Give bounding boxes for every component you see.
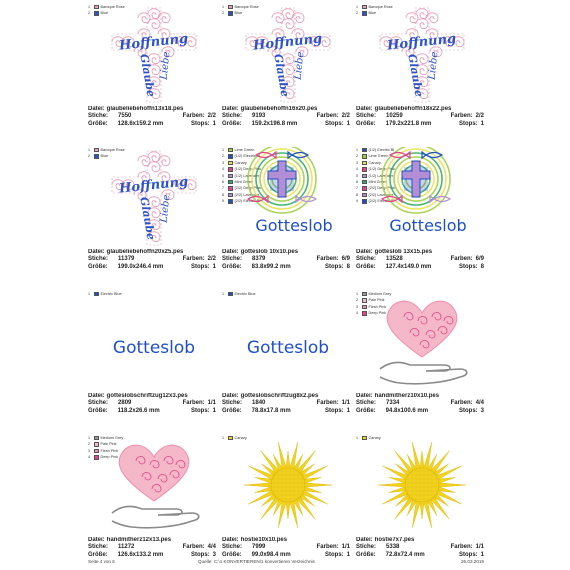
source-path: Quelle: C:\1 KONVERTIEREN\1 konvertieren Verzeichnis [198,559,315,564]
design-card [222,435,350,567]
file-name: gotteslob 10x10.pes [240,249,299,255]
swatch-name: Blue [234,11,243,16]
colors-value: 1/1 [207,400,216,407]
design-info [356,537,484,559]
colors-value: 1/1 [341,400,350,407]
file-row [88,249,216,256]
file-row [356,393,484,400]
stops-label: Stops: [458,120,478,127]
design-preview [360,435,484,537]
stitches-row [88,544,216,551]
swatch-name: Medium Grey [368,292,392,296]
gotteslob-lettering: Gotteslob [112,338,196,358]
stitches-value: 9193 [252,113,266,120]
stops-value: 1 [212,120,216,127]
design-preview [226,4,350,106]
colors-value: 4/4 [207,544,216,551]
design-card [88,291,216,423]
cross-illustration [246,8,330,102]
colors-label: Farben: [316,544,339,551]
swatch-name: Deep Pink [100,455,119,460]
stops-label: Stops: [324,263,344,270]
swatch-name: (2/2) Electric Bl [234,199,261,204]
design-preview [226,435,350,537]
swatch-name: Flesh Pink [100,448,119,453]
stitches-value: 8379 [252,256,266,263]
cross-word-left: Glaube [405,52,426,98]
swatch-number: 2 [222,154,224,159]
stops-value: 8 [480,263,484,270]
design-info [356,393,484,415]
design-info [222,393,350,415]
swatch-number: 1 [356,148,358,152]
design-preview [92,291,216,393]
design-preview [92,4,216,106]
size-value: 83.8x99.2 mm [251,263,291,270]
stitches-label: Stiche: [222,544,243,551]
cross-illustration [112,151,196,245]
stitches-value: 10259 [386,113,403,120]
swatch-number: 3 [356,160,358,165]
file-row [88,537,216,544]
colors-label: Farben: [316,400,339,407]
stitches-value: 2809 [118,400,132,407]
size-label: Größe: [88,120,108,127]
swatch-name: Blue [100,11,109,16]
stitches-value: 1840 [252,400,266,407]
stops-label: Stops: [190,407,210,414]
size-label: Größe: [356,551,376,558]
stops-label: Stops: [458,551,478,558]
cross-word-top: Hoffnung [118,174,189,197]
swatch-name: Deep Pink [368,311,387,316]
swatch-number: 9 [222,199,224,204]
design-card [88,4,216,136]
design-preview [360,291,484,393]
swatch-number: 4 [222,167,224,172]
swatch-number: 3 [222,160,224,165]
size-value: 159.2x196.8 mm [251,120,298,127]
file-name: gotteslobschriftzug12x3.pes [106,393,188,399]
stitches-label: Stiche: [356,256,377,263]
swatch-number: 2 [356,154,358,159]
colors-value: 1/1 [341,544,350,551]
stitches-label: Stiche: [88,400,109,407]
swatch-name: Baroque Rose [368,5,393,9]
stops-value: 1 [346,551,350,558]
swatch-name: Baroque Rose [100,5,125,9]
design-info [88,537,216,559]
swatch-name: (1/2) Electric Bl [368,148,395,152]
size-label: Größe: [88,551,108,558]
page-footer [88,559,484,567]
file-name: handmitherz12x13.pes [106,537,172,543]
swatch-name: (2/2) Deep Pink [234,186,261,191]
swatch-name: Canary [368,436,381,440]
colors-label: Farben: [182,113,205,120]
stops-label: Stops: [190,263,210,270]
swatch-number: 1 [356,5,358,9]
stitches-value: 11272 [118,544,135,551]
size-row [222,408,350,415]
swatch-name: (2/2) Lavender [368,192,394,197]
stitches-row [88,256,216,263]
gotteslob-word: Gotteslob [255,216,333,235]
swatch-number: 7 [222,186,224,191]
size-value: 118.2x26.6 mm [117,407,160,414]
colors-label: Farben: [450,113,473,120]
swatch-number: 2 [356,11,358,16]
file-row [88,393,216,400]
size-value: 72.8x72.4 mm [385,551,425,558]
file-name: hostie7x7.pes [374,537,415,543]
size-label: Größe: [222,263,242,270]
stops-label: Stops: [190,120,210,127]
file-label: Datei: [88,249,105,255]
swatch-number: 1 [88,436,90,440]
swatch-name: Canary [234,160,247,165]
swatch-name: (2/2) Lavender [234,192,260,197]
size-value: 126.6x133.2 mm [117,551,164,558]
stops-value: 3 [480,407,484,414]
print-date: 26.03.2019 [461,559,484,564]
swatch-number: 5 [222,173,224,178]
stitches-value: 7550 [118,113,132,120]
swatch-name: Electric Blue [234,292,256,296]
stops-value: 1 [480,120,484,127]
gotteslob-word: Gotteslob [389,216,467,235]
swatch-name: (1/2) Lavender [234,173,260,178]
file-name: gotteslobschriftzug8x2.pes [240,393,319,399]
file-row [222,393,350,400]
colors-label: Farben: [450,256,473,263]
file-label: Datei: [356,249,373,255]
size-row [88,408,216,415]
size-value: 99.0x98.4 mm [251,551,291,558]
swatch-number: 2 [222,11,224,16]
stitches-row [222,400,350,407]
size-label: Größe: [356,263,376,270]
file-row [222,537,350,544]
swatch-name: (1/2) Deep Pink [234,167,261,172]
design-info [356,249,484,271]
swatch-name: (1/2) Lavender [368,173,394,178]
stops-value: 1 [480,551,484,558]
stops-value: 1 [212,407,216,414]
file-row [356,249,484,256]
stitches-label: Stiche: [356,400,377,407]
stops-label: Stops: [458,263,478,270]
stops-label: Stops: [324,551,344,558]
swatch-number: 8 [222,192,224,197]
design-preview [92,435,216,537]
design-info [356,106,484,128]
swatch-number: 4 [356,311,358,316]
swatch-number: 1 [222,436,224,440]
stops-value: 3 [212,551,216,558]
design-grid [88,4,484,558]
size-label: Größe: [88,263,108,270]
stitches-row [356,544,484,551]
swatch-name: Medium Grey [100,436,124,440]
gotteslob-medallion [248,147,333,235]
size-value: 128.6x159.2 mm [117,120,164,127]
swatch-number: 3 [356,304,358,309]
swatch-name: Canary [368,160,381,165]
file-label: Datei: [356,537,373,543]
file-name: glaubeliebehoffn13x18.pes [106,106,184,112]
design-card [88,435,216,567]
sun-illustration [378,442,466,528]
design-info [222,537,350,559]
colors-value: 2/2 [207,113,216,120]
stitches-row [356,400,484,407]
cross-word-left: Glaube [271,52,292,98]
cross-word-right: Liebe [158,194,173,224]
size-value: 199.0x246.4 mm [117,263,164,270]
sun-illustration [244,442,332,528]
design-info [88,393,216,415]
cross-word-right: Liebe [292,51,307,81]
swatch-number: 1 [88,148,90,152]
heart-hand-illustration [380,301,467,384]
stitches-row [222,256,350,263]
file-label: Datei: [88,537,105,543]
stitches-row [88,113,216,120]
stitches-label: Stiche: [88,544,109,551]
colors-label: Farben: [316,256,339,263]
file-row [356,106,484,113]
cross-word-top: Hoffnung [118,31,189,54]
swatch-name: Lime Green [368,154,389,159]
design-info [88,106,216,128]
swatch-number: 6 [222,179,224,184]
cross-word-top: Hoffnung [252,31,323,54]
stitches-label: Stiche: [88,256,109,263]
swatch-number: 4 [88,455,90,460]
file-name: handmitherz10x10.pes [374,393,440,399]
stitches-label: Stiche: [356,113,377,120]
design-info [222,249,350,271]
swatch-number: 2 [88,11,90,16]
cross-word-right: Liebe [158,51,173,81]
size-row [88,121,216,128]
swatch-number: 3 [88,448,90,453]
file-name: hostie10x10.pes [240,537,288,543]
page-number: Seite 4 von 6 [88,559,115,564]
file-label: Datei: [356,393,373,399]
design-info [88,249,216,271]
colors-label: Farben: [182,256,205,263]
swatch-number: 2 [88,442,90,447]
swatch-name: (2/2) Deep Pink [368,186,395,191]
size-value: 179.2x221.8 mm [385,120,432,127]
swatch-name: Electric Blue [100,292,122,296]
cross-word-left: Glaube [137,195,158,241]
cross-illustration [380,8,464,102]
size-label: Größe: [356,120,376,127]
colors-value: 2/2 [475,113,484,120]
swatch-number: 7 [356,186,358,191]
stitches-row [88,400,216,407]
design-card [356,291,484,423]
design-preview [226,147,350,249]
file-name: glaubeliebehoffn18x22.pes [374,106,452,112]
size-value: 78.8x17.8 mm [251,407,291,414]
design-card [356,4,484,136]
colors-value: 2/2 [207,256,216,263]
file-name: glaubeliebehoffn20x25.pes [106,249,184,255]
swatch-name: Baroque Rose [100,148,125,152]
stops-value: 8 [346,263,350,270]
swatch-number: 2 [356,298,358,303]
swatch-name: Flesh Pink [368,304,387,309]
design-card [356,435,484,567]
swatch-name: Blue [368,11,377,16]
colors-value: 2/2 [341,113,350,120]
cross-word-left: Glaube [137,52,158,98]
size-row [356,408,484,415]
file-name: gotteslob 13x15.pes [374,249,433,255]
stitches-label: Stiche: [222,256,243,263]
swatch-number: 1 [88,5,90,9]
colors-value: 6/9 [341,256,350,263]
cross-illustration [112,8,196,102]
design-preview [360,147,484,249]
size-label: Größe: [88,407,108,414]
swatch-name: Pale Pink [100,442,117,447]
stitches-row [222,544,350,551]
swatch-number: 1 [356,436,358,440]
swatch-number: 9 [356,199,358,204]
file-label: Datei: [356,106,373,112]
swatch-name: (2/2) Electric Bl [368,199,395,204]
stitches-row [222,113,350,120]
stitches-label: Stiche: [88,113,109,120]
design-card [222,4,350,136]
size-row [356,121,484,128]
colors-value: 4/4 [475,400,484,407]
swatch-number: 1 [356,292,358,296]
colors-label: Farben: [450,400,473,407]
design-preview [360,4,484,106]
design-info [222,106,350,128]
swatch-name: Mint Green [368,179,388,184]
swatch-name: Canary [234,436,247,440]
stitches-value: 5338 [386,544,400,551]
size-row [88,264,216,271]
colors-label: Farben: [182,544,205,551]
size-label: Größe: [222,120,242,127]
file-label: Datei: [222,537,239,543]
cross-word-top: Hoffnung [386,31,457,54]
colors-label: Farben: [450,544,473,551]
swatch-name: (1/2) Deep Pink [368,167,395,172]
file-label: Datei: [88,106,105,112]
file-label: Datei: [222,249,239,255]
colors-label: Farben: [182,400,205,407]
file-name: glaubeliebehoffn16x20.pes [240,106,318,112]
size-row [356,264,484,271]
colors-value: 6/9 [475,256,484,263]
file-label: Datei: [88,393,105,399]
colors-label: Farben: [316,113,339,120]
swatch-name: Blue [100,154,109,159]
file-label: Datei: [222,393,239,399]
size-label: Größe: [356,407,376,414]
size-label: Größe: [222,551,242,558]
stitches-value: 7334 [386,400,400,407]
swatch-name: Baroque Rose [234,5,259,9]
design-card [222,291,350,423]
stops-value: 1 [346,120,350,127]
stops-label: Stops: [324,407,344,414]
swatch-number: 1 [222,5,224,9]
stitches-label: Stiche: [356,544,377,551]
design-card [88,147,216,279]
stitches-label: Stiche: [222,400,243,407]
size-row [222,264,350,271]
design-card [356,147,484,279]
design-card [222,147,350,279]
swatch-number: 1 [88,292,90,296]
design-preview [226,291,350,393]
stops-label: Stops: [458,407,478,414]
file-row [222,249,350,256]
swatch-number: 5 [356,173,358,178]
gotteslob-medallion [382,147,467,235]
swatch-number: 6 [356,179,358,184]
swatch-name: Mint Green [234,179,254,184]
size-label: Größe: [222,407,242,414]
gotteslob-lettering: Gotteslob [246,338,330,358]
swatch-number: 4 [356,167,358,172]
stitches-label: Stiche: [222,113,243,120]
stitches-value: 11379 [118,256,135,263]
stitches-row [356,256,484,263]
file-label: Datei: [222,106,239,112]
stitches-value: 7999 [252,544,266,551]
swatch-name: Lime Green [234,148,255,152]
stops-value: 1 [212,263,216,270]
swatch-name: (1/2) Electric Bl [234,154,261,159]
design-preview [92,147,216,249]
file-row [88,106,216,113]
stops-label: Stops: [190,551,210,558]
swatch-number: 1 [222,292,224,296]
colors-value: 1/1 [475,544,484,551]
swatch-number: 1 [222,148,224,152]
stops-value: 1 [346,407,350,414]
stitches-row [356,113,484,120]
swatch-name: Pale Pink [368,298,385,303]
swatch-number: 2 [88,154,90,159]
stitches-value: 13528 [386,256,403,263]
size-row [222,121,350,128]
swatch-number: 8 [356,192,358,197]
file-row [356,537,484,544]
size-value: 94.8x100.6 mm [385,407,429,414]
cross-word-right: Liebe [426,51,441,81]
size-value: 127.4x149.0 mm [385,263,432,270]
file-row [222,106,350,113]
stops-label: Stops: [324,120,344,127]
heart-hand-illustration [112,445,199,528]
